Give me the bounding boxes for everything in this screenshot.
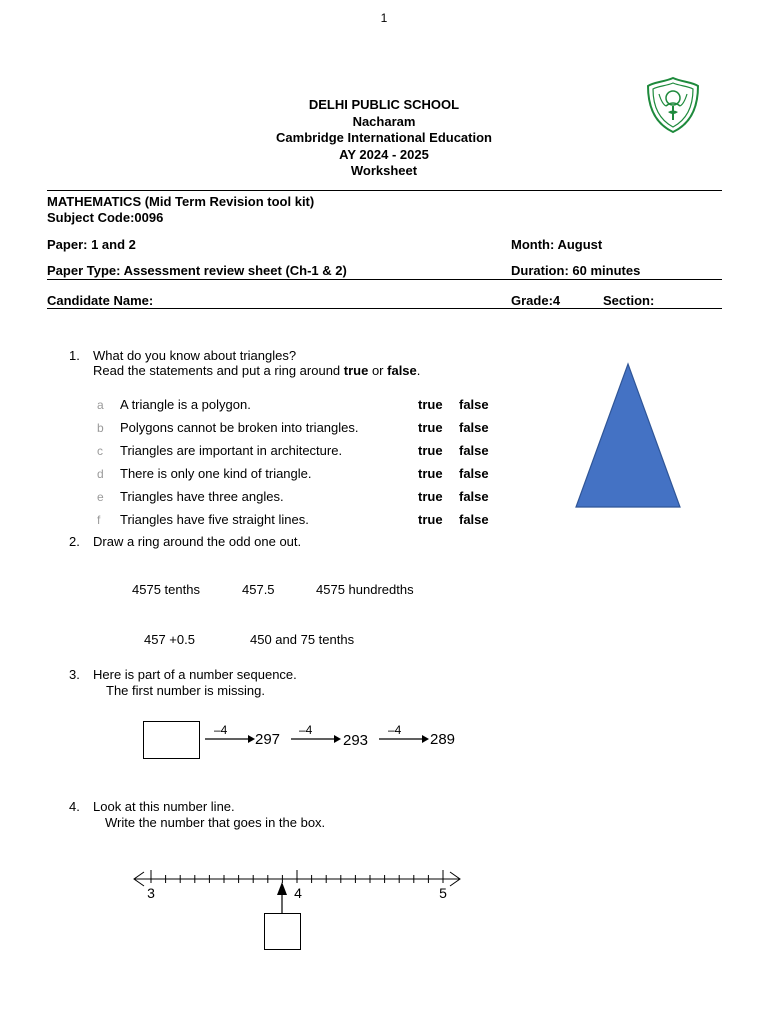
- q4-answer-box[interactable]: [264, 913, 301, 950]
- section-label: Section:: [603, 293, 655, 308]
- triangle-illustration: [570, 358, 688, 514]
- false-option[interactable]: false: [459, 489, 489, 504]
- q2-option[interactable]: 457.5: [242, 582, 275, 597]
- number-line-label: 5: [439, 885, 447, 900]
- item-letter: e: [97, 490, 104, 504]
- true-option[interactable]: true: [418, 397, 443, 412]
- step-label: –4: [388, 723, 402, 737]
- school-logo: [646, 76, 700, 134]
- q1-instruction-true: true: [343, 363, 369, 378]
- statement-text: Triangles are important in architecture.: [120, 443, 343, 458]
- step-label: –4: [214, 723, 228, 737]
- list-item: [96, 489, 506, 507]
- sequence-number: 293: [343, 732, 369, 749]
- arrow-icon: [204, 734, 256, 744]
- grade-label: Grade:4: [511, 293, 561, 308]
- item-letter: a: [97, 398, 104, 412]
- branch-name: Nacharam: [352, 113, 416, 129]
- q1-instruction: [93, 363, 420, 378]
- true-option[interactable]: true: [418, 443, 443, 458]
- list-item: [96, 397, 506, 415]
- true-option[interactable]: true: [418, 512, 443, 527]
- step-label: –4: [299, 723, 313, 737]
- document-type: Worksheet: [350, 163, 418, 179]
- true-option[interactable]: true: [418, 420, 443, 435]
- q4-number: 4.: [69, 799, 80, 814]
- page-number: 1: [380, 11, 388, 25]
- q3-number: 3.: [69, 667, 80, 682]
- header-rule-top: [47, 190, 722, 191]
- paper-type-label: Paper Type: Assessment review sheet (Ch-1 & 2): [47, 263, 347, 278]
- q4-prompt: Look at this number line.: [93, 799, 235, 814]
- duration-label: Duration: 60 minutes: [511, 263, 641, 278]
- q1-number: 1.: [69, 348, 80, 363]
- true-option[interactable]: true: [418, 466, 443, 481]
- q2-number: 2.: [69, 534, 80, 549]
- q1-instruction-period: .: [416, 363, 421, 378]
- list-item: [96, 443, 506, 461]
- q1-instruction-text: Read the statements and put a ring around: [93, 363, 344, 378]
- statement-text: Triangles have three angles.: [120, 489, 284, 504]
- subject-title: MATHEMATICS (Mid Term Revision tool kit): [47, 194, 315, 209]
- school-name: DELHI PUBLIC SCHOOL: [308, 97, 460, 112]
- number-line-ticks: [151, 870, 443, 883]
- true-option[interactable]: true: [418, 489, 443, 504]
- q2-option[interactable]: 4575 hundredths: [316, 582, 414, 597]
- statement-text: Triangles have five straight lines.: [120, 512, 309, 527]
- false-option[interactable]: false: [459, 420, 489, 435]
- number-line: [128, 860, 468, 900]
- q4-instruction: Write the number that goes in the box.: [105, 815, 326, 830]
- q3-answer-box[interactable]: [143, 721, 200, 759]
- candidate-name-label: Candidate Name:: [47, 293, 154, 308]
- paper-label: Paper: 1 and 2: [47, 237, 136, 252]
- number-line-label: 4: [294, 885, 302, 900]
- list-item: [96, 512, 506, 530]
- month-label: Month: August: [511, 237, 603, 252]
- q3-prompt: Here is part of a number sequence.: [93, 667, 297, 682]
- header-rule-bottom: [47, 308, 722, 309]
- arrow-icon: [290, 734, 342, 744]
- q2-prompt: Draw a ring around the odd one out.: [93, 534, 302, 549]
- item-letter: c: [97, 444, 103, 458]
- item-letter: d: [97, 467, 104, 481]
- q1-instruction-false: false: [387, 363, 417, 378]
- arrow-icon: [378, 734, 430, 744]
- number-line-label: 3: [147, 885, 155, 900]
- false-option[interactable]: false: [459, 397, 489, 412]
- list-item: [96, 466, 506, 484]
- header-rule-middle: [47, 279, 722, 280]
- false-option[interactable]: false: [459, 512, 489, 527]
- statement-text: A triangle is a polygon.: [120, 397, 251, 412]
- list-item: [96, 420, 506, 438]
- q2-option[interactable]: 4575 tenths: [132, 582, 200, 597]
- q3-instruction: The first number is missing.: [106, 683, 265, 698]
- statement-text: Polygons cannot be broken into triangles.: [120, 420, 359, 435]
- q2-option[interactable]: 457 +0.5: [144, 632, 195, 647]
- school-header: [180, 97, 588, 180]
- statement-text: There is only one kind of triangle.: [120, 466, 312, 481]
- board-name: Cambridge International Education: [276, 130, 492, 146]
- pointer-arrow-icon: [274, 880, 290, 916]
- academic-year: AY 2024 - 2025: [339, 146, 429, 162]
- false-option[interactable]: false: [459, 466, 489, 481]
- q1-instruction-or: or: [368, 363, 388, 378]
- sequence-number: 289: [430, 731, 456, 748]
- q2-option[interactable]: 450 and 75 tenths: [250, 632, 355, 647]
- item-letter: f: [97, 513, 101, 527]
- false-option[interactable]: false: [459, 443, 489, 458]
- subject-code: Subject Code:0096: [47, 210, 164, 225]
- q1-prompt: What do you know about triangles?: [93, 348, 297, 363]
- sequence-number: 297: [255, 731, 281, 748]
- item-letter: b: [97, 421, 104, 435]
